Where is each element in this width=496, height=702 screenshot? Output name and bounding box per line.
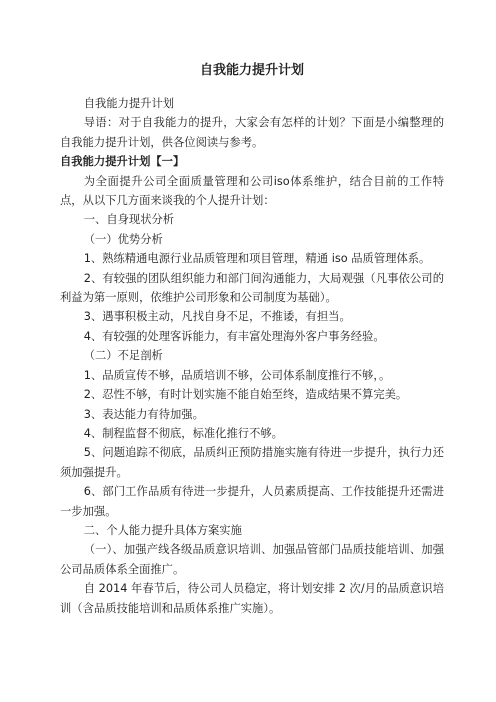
- part2-heading: 二、个人能力提升具体方案实施: [83, 523, 242, 537]
- plan-item-1-detail: 自 2014 年春节后，待公司人员稳定，将计划安排 2 次/月的品质意识培训（含品质技能培训和品质体系推广实施）。: [60, 582, 444, 615]
- section-heading: 自我能力提升计划【一】: [60, 155, 185, 169]
- advantage-item-2: 2、有较强的团队组织能力和部门间沟通能力，大局观强（凡事依公司的利益为第一原则，依维护公司形象和公司制度为基础）。: [60, 271, 444, 305]
- part1-heading: 一、自身现状分析: [83, 213, 175, 227]
- advantage-item-1: 1、熟练精通电源行业品质管理和项目管理，精通 iso 品质管理体系。: [83, 252, 431, 266]
- disadvantage-item-6: 6、部门工作品质有待进一步提升，人员素质提高、工作技能提升还需进一步加强。: [60, 485, 444, 518]
- advantage-item-3: 3、遇事积极主动，凡找自身不足，不推诿，有担当。: [83, 310, 351, 324]
- disadvantage-item-5: 5、问题追踪不彻底，品质纠正预防措施实施有待进一步提升，执行力还须加强提升。: [60, 446, 444, 479]
- sub2-heading: （二）不足剖析: [83, 349, 163, 363]
- sub1-heading: （一）优势分析: [83, 232, 163, 246]
- opening-paragraph: 为全面提升公司全面质量管理和公司iso体系维护，结合目前的工作特点，从以下几方面来谈我的个人提升计划：: [60, 174, 444, 208]
- disadvantage-item-1: 1、品质宣传不够，品质培训不够，公司体系制度推行不够，。: [83, 368, 391, 382]
- plan-item-1: （一）、加强产线各级品质意识培训、加强品管部门品质技能培训、加强公司品质体系全面推广。: [60, 543, 444, 576]
- advantage-item-4: 4、有较强的处理客诉能力，有丰富处理海外客户事务经验。: [83, 329, 385, 343]
- document-title: 自我能力提升计划: [199, 63, 304, 78]
- intro-guide: 导语：对于自我能力的提升，大家会有怎样的计划？下面是小编整理的自我能力提升计划，供各位阅读与参考。: [60, 116, 444, 149]
- disadvantage-item-2: 2、忍性不够，有时计划实施不能自始至终，造成结果不算完美。: [83, 388, 408, 402]
- disadvantage-item-4: 4、制程监督不彻底，标准化推行不够。: [83, 426, 283, 440]
- disadvantage-item-3: 3、表达能力有待加强。: [83, 407, 204, 421]
- intro-title: 自我能力提升计划: [83, 97, 175, 110]
